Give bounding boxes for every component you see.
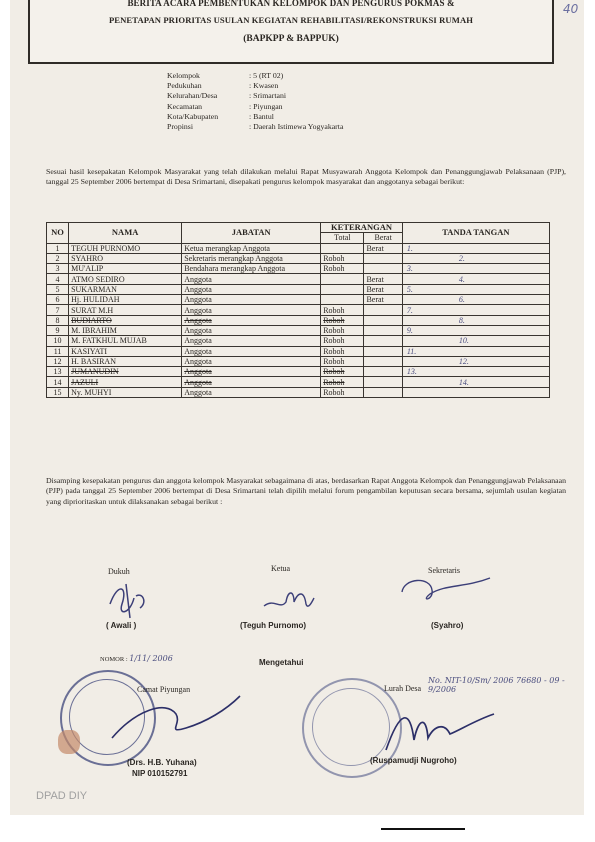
document-page xyxy=(10,0,584,815)
bottom-line xyxy=(381,828,465,830)
info-value: : Kwasen xyxy=(249,81,279,91)
table-row xyxy=(47,387,550,397)
info-row xyxy=(167,71,343,81)
table-row xyxy=(47,377,550,387)
table-row xyxy=(47,336,550,346)
lurah-handwritten-note: No. NIT-10/Sm/ 2006 76680 - 09 - 9/2006 xyxy=(428,676,565,694)
row-jabatan: Anggota xyxy=(182,387,321,397)
info-key: Kecamatan xyxy=(167,101,203,111)
row-total xyxy=(321,284,364,294)
row-total: Roboh xyxy=(321,367,364,377)
title-line-2: PENETAPAN PRIORITAS USULAN KEGIATAN REHABILITASI/REKONSTRUKSI RUMAH xyxy=(108,15,474,25)
title-line-3: (BAPKPP & BAPPUK) xyxy=(243,34,339,44)
intro-paragraph: Sesuai hasil kesepakatan Kelompok Masyarakat yang telah dilakukan melalui Rapat Musyawarah Anggota Kelompok dan Penanggungjawab Pelaksanaan (PJP), tanggal 25 September 2006 bertempat di Desa Srimartani, disepakati pengurus kelompok masyarakat dan anggotanya sebagai berikut: xyxy=(46,167,566,187)
row-nama: SUKARMAN xyxy=(69,284,182,294)
sekretaris-name: (Syahro) xyxy=(431,621,464,630)
table-row xyxy=(47,274,550,284)
row-nama: M. FATKHUL MUJAB xyxy=(69,336,182,346)
row-signature: 9. xyxy=(402,325,549,335)
row-total: Roboh xyxy=(321,356,364,366)
header-total: Total xyxy=(321,233,364,243)
ketua-signature xyxy=(260,580,320,620)
row-nama: SURAT M.H xyxy=(69,305,182,315)
info-row xyxy=(167,91,343,101)
row-no: 7 xyxy=(47,305,69,315)
info-value: : Bantul xyxy=(249,111,274,121)
row-berat xyxy=(364,346,402,356)
lurah-label: Lurah Desa xyxy=(384,684,422,693)
info-value: : Srimartani xyxy=(249,91,287,101)
lurah-stamp-inner xyxy=(312,688,390,766)
row-berat xyxy=(364,325,402,335)
title-box xyxy=(28,0,554,64)
table-row xyxy=(47,315,550,325)
table-row xyxy=(47,295,550,305)
row-berat: Berat xyxy=(364,284,402,294)
row-berat xyxy=(364,356,402,366)
row-jabatan: Anggota xyxy=(182,305,321,315)
signature-area xyxy=(10,560,584,810)
ketua-label: Ketua xyxy=(271,564,291,573)
info-value: : Piyungan xyxy=(249,101,283,111)
row-total xyxy=(321,295,364,305)
row-total xyxy=(321,274,364,284)
table-row xyxy=(47,264,550,274)
row-total: Roboh xyxy=(321,253,364,263)
row-jabatan: Anggota xyxy=(182,346,321,356)
row-jabatan: Ketua merangkap Anggota xyxy=(182,243,321,253)
sekretaris-signature xyxy=(390,572,500,612)
row-jabatan: Anggota xyxy=(182,274,321,284)
lurah-name: (Ruspamudji Nugroho) xyxy=(370,756,457,765)
row-total xyxy=(321,243,364,253)
row-no: 8 xyxy=(47,315,69,325)
table-row xyxy=(47,305,550,315)
table-row xyxy=(47,346,550,356)
row-no: 14 xyxy=(47,377,69,387)
row-signature: 12. xyxy=(402,356,549,366)
row-berat: Berat xyxy=(364,295,402,305)
row-total: Roboh xyxy=(321,377,364,387)
header-jabatan: JABATAN xyxy=(182,223,321,244)
row-no: 15 xyxy=(47,387,69,397)
info-row xyxy=(167,112,343,122)
row-nama: BUDIARTO xyxy=(69,315,182,325)
table-row xyxy=(47,243,550,253)
row-total: Roboh xyxy=(321,264,364,274)
row-no: 1 xyxy=(47,243,69,253)
row-total: Roboh xyxy=(321,315,364,325)
row-jabatan: Anggota xyxy=(182,284,321,294)
row-signature: 5. xyxy=(402,284,549,294)
row-berat xyxy=(364,377,402,387)
info-row xyxy=(167,81,343,91)
row-berat xyxy=(364,336,402,346)
row-signature: 3. xyxy=(402,264,549,274)
row-no: 2 xyxy=(47,253,69,263)
table-row xyxy=(47,356,550,366)
row-signature: 2. xyxy=(402,253,549,263)
row-total: Roboh xyxy=(321,346,364,356)
row-berat xyxy=(364,315,402,325)
row-signature: 6. xyxy=(402,295,549,305)
row-no: 11 xyxy=(47,346,69,356)
dukuh-label: Dukuh xyxy=(108,567,130,576)
header-nama: NAMA xyxy=(69,223,182,244)
header-tanda-tangan: TANDA TANGAN xyxy=(402,223,549,244)
nomor-label: NOMOR : xyxy=(100,656,128,663)
sekretaris-label: Sekretaris xyxy=(428,566,460,575)
row-no: 5 xyxy=(47,284,69,294)
ketua-name: (Teguh Purnomo) xyxy=(240,621,307,630)
row-signature: 8. xyxy=(402,315,549,325)
row-nama: TEGUH PURNOMO xyxy=(69,243,182,253)
mengetahui-label: Mengetahui xyxy=(259,658,304,667)
page-number: 40 xyxy=(563,2,579,16)
title-line-1: BERITA ACARA PEMBENTUKAN KELOMPOK DAN PENGURUS POKMAS & xyxy=(127,0,455,8)
row-signature xyxy=(402,387,549,397)
camat-label: Camat Piyungan xyxy=(137,685,191,694)
info-value: : Daerah Istimewa Yogyakarta xyxy=(249,122,344,132)
row-nama: JAZULI xyxy=(69,377,182,387)
seal-emblem xyxy=(58,730,80,754)
row-total: Roboh xyxy=(321,387,364,397)
closing-paragraph: Disamping kesepakatan pengurus dan anggota kelompok Masyarakat sebagaimana di atas, berdasarkan Rapat Anggota Kelompok dan Penanggungjawab Pelaksanaan (PJP) pada tanggal 25 September 2006 bertempat di Desa Srimartani telah dipilih melalui forum pengambilan keputusan secara bersama, sejumlah usulan kegiatan yang diprioritaskan untuk dilaksanakan sebagai berikut : xyxy=(46,476,566,506)
info-row xyxy=(167,102,343,112)
row-jabatan: Anggota xyxy=(182,367,321,377)
row-berat xyxy=(364,367,402,377)
row-berat xyxy=(364,253,402,263)
row-nama: KASIYATI xyxy=(69,346,182,356)
row-jabatan: Bendahara merangkap Anggota xyxy=(182,264,321,274)
member-table-body xyxy=(47,243,550,397)
info-key: Kelompok xyxy=(167,71,200,80)
header-no: NO xyxy=(47,223,69,244)
row-total: Roboh xyxy=(321,336,364,346)
row-nama: M. IBRAHIM xyxy=(69,325,182,335)
camat-name: (Drs. H.B. Yuhana) xyxy=(127,758,197,767)
row-berat xyxy=(364,387,402,397)
row-total: Roboh xyxy=(321,305,364,315)
table-row xyxy=(47,253,550,263)
table-row xyxy=(47,325,550,335)
row-nama: Ny. MUHYI xyxy=(69,387,182,397)
header-keterangan: KETERANGAN xyxy=(321,223,403,233)
row-jabatan: Anggota xyxy=(182,295,321,305)
row-jabatan: Anggota xyxy=(182,356,321,366)
row-jabatan: Anggota xyxy=(182,325,321,335)
row-berat xyxy=(364,305,402,315)
table-row xyxy=(47,284,550,294)
info-key: Pedukuhan xyxy=(167,81,202,91)
header-berat: Berat xyxy=(364,233,402,243)
row-jabatan: Sekretaris merangkap Anggota xyxy=(182,253,321,263)
row-no: 6 xyxy=(47,295,69,305)
row-signature: 11. xyxy=(402,346,549,356)
row-signature: 13. xyxy=(402,367,549,377)
dukuh-signature xyxy=(100,574,160,624)
info-value: : 5 (RT 02) xyxy=(249,71,284,80)
row-jabatan: Anggota xyxy=(182,336,321,346)
row-no: 4 xyxy=(47,274,69,284)
group-info xyxy=(167,71,343,132)
row-total: Roboh xyxy=(321,325,364,335)
row-signature: 14. xyxy=(402,377,549,387)
info-key: Propinsi xyxy=(167,122,193,132)
dukuh-name: ( Awali ) xyxy=(106,621,137,630)
lurah-signature xyxy=(380,700,500,760)
row-berat: Berat xyxy=(364,243,402,253)
row-nama: SYAHRO xyxy=(69,253,182,263)
row-signature: 1. xyxy=(402,243,549,253)
row-no: 9 xyxy=(47,325,69,335)
row-berat: Berat xyxy=(364,274,402,284)
table-row xyxy=(47,367,550,377)
camat-signature xyxy=(106,690,246,760)
nomor-handwritten: 1/11/ 2006 xyxy=(129,654,173,663)
row-nama: H. BASIRAN xyxy=(69,356,182,366)
row-nama: MU'ALIP xyxy=(69,264,182,274)
row-jabatan: Anggota xyxy=(182,315,321,325)
row-signature: 4. xyxy=(402,274,549,284)
row-nama: ATMO SEDIRO xyxy=(69,274,182,284)
member-table xyxy=(46,222,550,398)
info-key: Kelurahan/Desa xyxy=(167,91,218,101)
row-no: 3 xyxy=(47,264,69,274)
info-row xyxy=(167,122,343,132)
row-no: 10 xyxy=(47,336,69,346)
row-nama: Hj. HULIDAH xyxy=(69,295,182,305)
watermark: DPAD DIY xyxy=(36,790,88,802)
row-signature: 10. xyxy=(402,336,549,346)
row-no: 13 xyxy=(47,367,69,377)
info-key: Kota/Kabupaten xyxy=(167,111,219,121)
row-nama: JUMANUDIN xyxy=(69,367,182,377)
row-signature: 7. xyxy=(402,305,549,315)
row-no: 12 xyxy=(47,356,69,366)
row-berat xyxy=(364,264,402,274)
row-jabatan: Anggota xyxy=(182,377,321,387)
camat-nip: NIP 010152791 xyxy=(132,769,188,778)
